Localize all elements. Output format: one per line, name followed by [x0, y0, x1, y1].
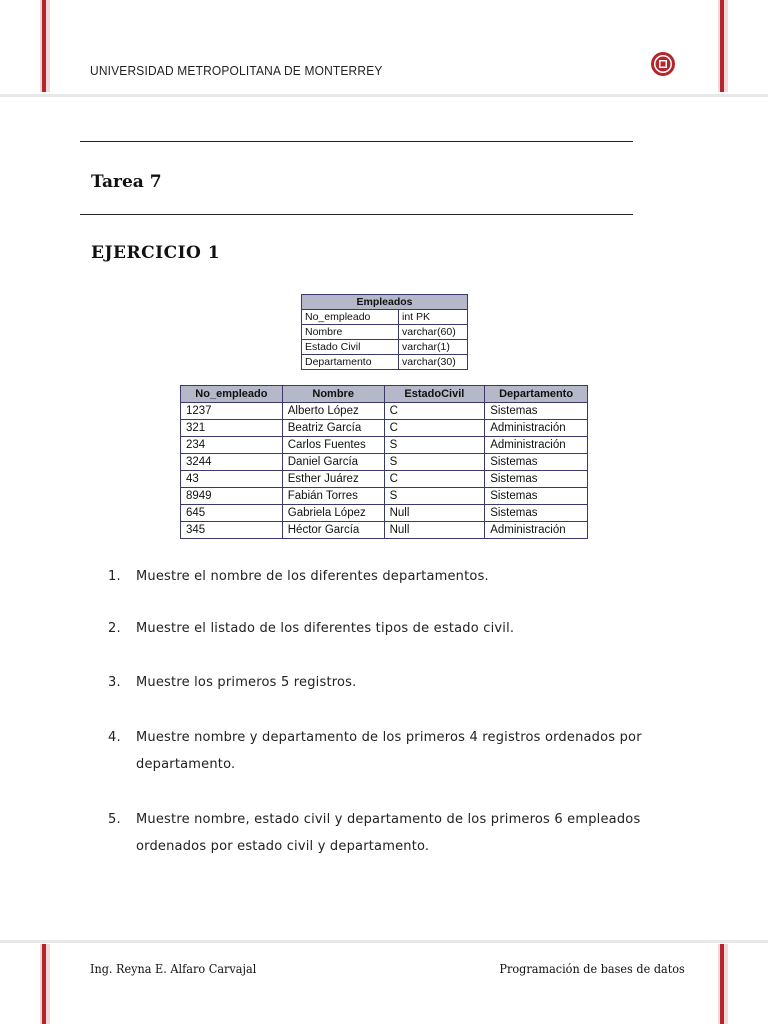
table-cell: Null: [384, 522, 485, 539]
list-item-text: Muestre nombre, estado civil y departamento de los primeros 6 empleados ordenados por estado civil y departamento.: [136, 812, 641, 854]
table-cell: Beatriz García: [282, 420, 384, 437]
table-cell: Sistemas: [485, 505, 588, 522]
column-header: Departamento: [485, 386, 588, 403]
university-name: UNIVERSIDAD METROPOLITANA DE MONTERREY: [90, 63, 383, 78]
schema-type: varchar(30): [399, 355, 468, 370]
list-item-number: 4.: [108, 730, 121, 745]
title-top-rule: [80, 141, 633, 142]
table-row: [181, 505, 588, 522]
footer-course: Programación de bases de datos: [499, 961, 685, 976]
section-heading: EJERCICIO 1: [91, 243, 221, 263]
table-cell: Sistemas: [485, 403, 588, 420]
schema-field: Departamento: [302, 355, 399, 370]
list-item-text: Muestre el nombre de los diferentes departamentos.: [136, 569, 489, 584]
left-top-border-bar: [40, 0, 50, 92]
schema-row: [302, 340, 468, 355]
table-cell: S: [384, 488, 485, 505]
table-cell: Administración: [485, 437, 588, 454]
table-row: [181, 437, 588, 454]
university-seal-icon: [650, 51, 676, 77]
table-cell: 645: [181, 505, 283, 522]
table-cell: 3244: [181, 454, 283, 471]
title-bottom-rule: [80, 214, 633, 215]
table-cell: Sistemas: [485, 454, 588, 471]
column-header: EstadoCivil: [384, 386, 485, 403]
right-bottom-border-bar: [718, 944, 728, 1024]
table-row: [181, 522, 588, 539]
list-item-text: Muestre los primeros 5 registros.: [136, 675, 357, 690]
table-cell: Carlos Fuentes: [282, 437, 384, 454]
table-row: [181, 454, 588, 471]
list-item-number: 2.: [108, 621, 121, 636]
table-cell: 1237: [181, 403, 283, 420]
schema-row: [302, 325, 468, 340]
table-cell: S: [384, 454, 485, 471]
table-cell: 43: [181, 471, 283, 488]
table-cell: C: [384, 471, 485, 488]
table-cell: 234: [181, 437, 283, 454]
table-cell: 321: [181, 420, 283, 437]
table-cell: Sistemas: [485, 471, 588, 488]
schema-field: Estado Civil: [302, 340, 399, 355]
list-item-number: 5.: [108, 812, 121, 827]
list-item-number: 3.: [108, 675, 121, 690]
table-cell: Esther Juárez: [282, 471, 384, 488]
table-cell: Héctor García: [282, 522, 384, 539]
left-bottom-border-bar: [40, 944, 50, 1024]
table-cell: S: [384, 437, 485, 454]
table-cell: 345: [181, 522, 283, 539]
table-row: [181, 403, 588, 420]
table-row: [181, 471, 588, 488]
schema-table: [301, 294, 468, 370]
footer-author: Ing. Reyna E. Alfaro Carvajal: [90, 961, 257, 976]
list-item-text: Muestre el listado de los diferentes tipos de estado civil.: [136, 621, 515, 636]
table-cell: Daniel García: [282, 454, 384, 471]
page-title: Tarea 7: [91, 172, 162, 192]
footer-separator: [0, 940, 768, 943]
table-cell: Sistemas: [485, 488, 588, 505]
right-top-border-bar: [718, 0, 728, 92]
table-cell: Gabriela López: [282, 505, 384, 522]
list-item-number: 1.: [108, 569, 121, 584]
schema-row: [302, 310, 468, 325]
schema-type: varchar(60): [399, 325, 468, 340]
table-cell: Fabián Torres: [282, 488, 384, 505]
table-cell: C: [384, 420, 485, 437]
table-cell: Administración: [485, 420, 588, 437]
schema-field: Nombre: [302, 325, 399, 340]
table-cell: Administración: [485, 522, 588, 539]
employees-data-table: [180, 385, 588, 539]
table-cell: Alberto López: [282, 403, 384, 420]
column-header: Nombre: [282, 386, 384, 403]
schema-row: [302, 355, 468, 370]
table-cell: C: [384, 403, 485, 420]
table-row: [181, 420, 588, 437]
list-item-text: Muestre nombre y departamento de los primeros 4 registros ordenados por departamento.: [136, 730, 642, 772]
header-separator: [0, 94, 768, 97]
schema-field: No_empleado: [302, 310, 399, 325]
table-row: [181, 488, 588, 505]
schema-type: int PK: [399, 310, 468, 325]
table-cell: Null: [384, 505, 485, 522]
column-header: No_empleado: [181, 386, 283, 403]
schema-type: varchar(1): [399, 340, 468, 355]
table-cell: 8949: [181, 488, 283, 505]
schema-table-title: Empleados: [302, 295, 468, 310]
